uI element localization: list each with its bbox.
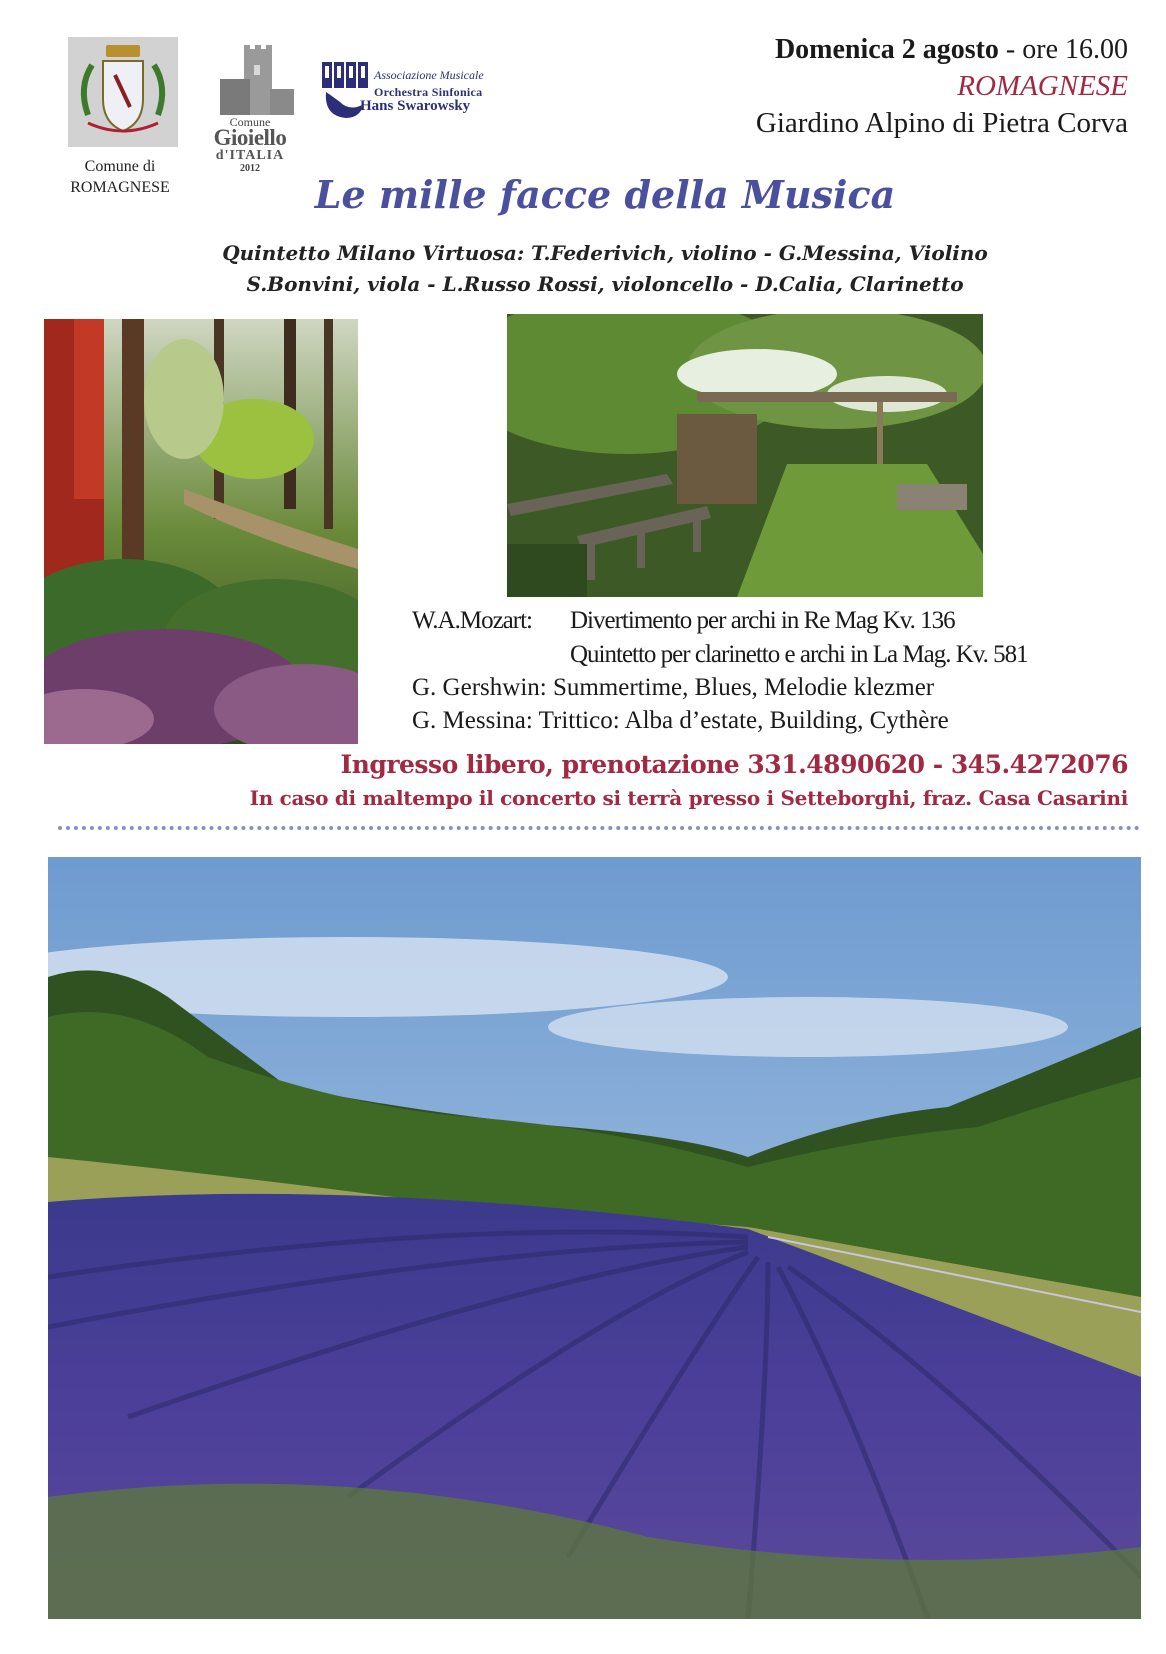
program-composer-mozart: W.A.Mozart: <box>412 607 532 634</box>
event-time: - ore 16.00 <box>998 34 1128 65</box>
bench-pergola-photo <box>507 314 983 597</box>
gioiello-italia: d'ITALIA <box>215 148 285 163</box>
orchestra-line2: Hans Swarowsky <box>360 98 471 114</box>
program-gershwin: G. Gershwin: Summertime, Blues, Melodie klezmer <box>412 674 935 701</box>
gioiello-name: Gioiello <box>213 125 287 150</box>
event-date-bold: Domenica 2 agosto <box>774 34 999 65</box>
event-date <box>775 34 1128 66</box>
event-city: ROMAGNESE <box>957 70 1128 102</box>
orchestra-line1: Orchestra Sinfonica <box>374 85 483 99</box>
comune-caption-line1: Comune di <box>84 158 156 175</box>
forest-garden-photo <box>44 319 358 744</box>
program-messina: G. Messina: Trittico: Alba d’estate, Building, Cythère <box>412 707 949 734</box>
program-work-mozart-1: Divertimento per archi in Re Mag Kv. 136 <box>570 607 955 634</box>
gioiello-year: 2012 <box>240 163 260 174</box>
gioiello-comune-label: Comune <box>229 115 271 129</box>
event-venue: Giardino Alpino di Pietra Corva <box>755 107 1128 139</box>
performers-line2: S.Bonvini, viola - L.Russo Rossi, violoncello - D.Calia, Clarinetto <box>246 272 964 296</box>
orchestra-assoc: Associazione Musicale <box>374 68 484 82</box>
orchestra-logo <box>320 56 530 122</box>
performers-line1: Quintetto Milano Virtuosa: T.Federivich, violino - G.Messina, Violino <box>222 241 988 265</box>
admission-info: Ingresso libero, prenotazione 331.4890620 - 345.4272076 <box>340 750 1128 779</box>
gioiello-italia-logo <box>200 45 300 175</box>
bad-weather-info: In caso di maltempo il concerto si terrà presso i Setteborghi, fraz. Casa Casarini <box>249 786 1128 810</box>
program-work-mozart-2: Quintetto per clarinetto e archi in La Mag. Kv. 581 <box>570 641 1028 668</box>
concert-title: Le mille facce della Musica <box>314 172 896 217</box>
comune-crest-logo <box>68 37 178 147</box>
dotted-divider <box>58 826 1140 830</box>
lavender-field-photo <box>48 857 1141 1619</box>
comune-caption-line2: ROMAGNESE <box>70 179 170 196</box>
